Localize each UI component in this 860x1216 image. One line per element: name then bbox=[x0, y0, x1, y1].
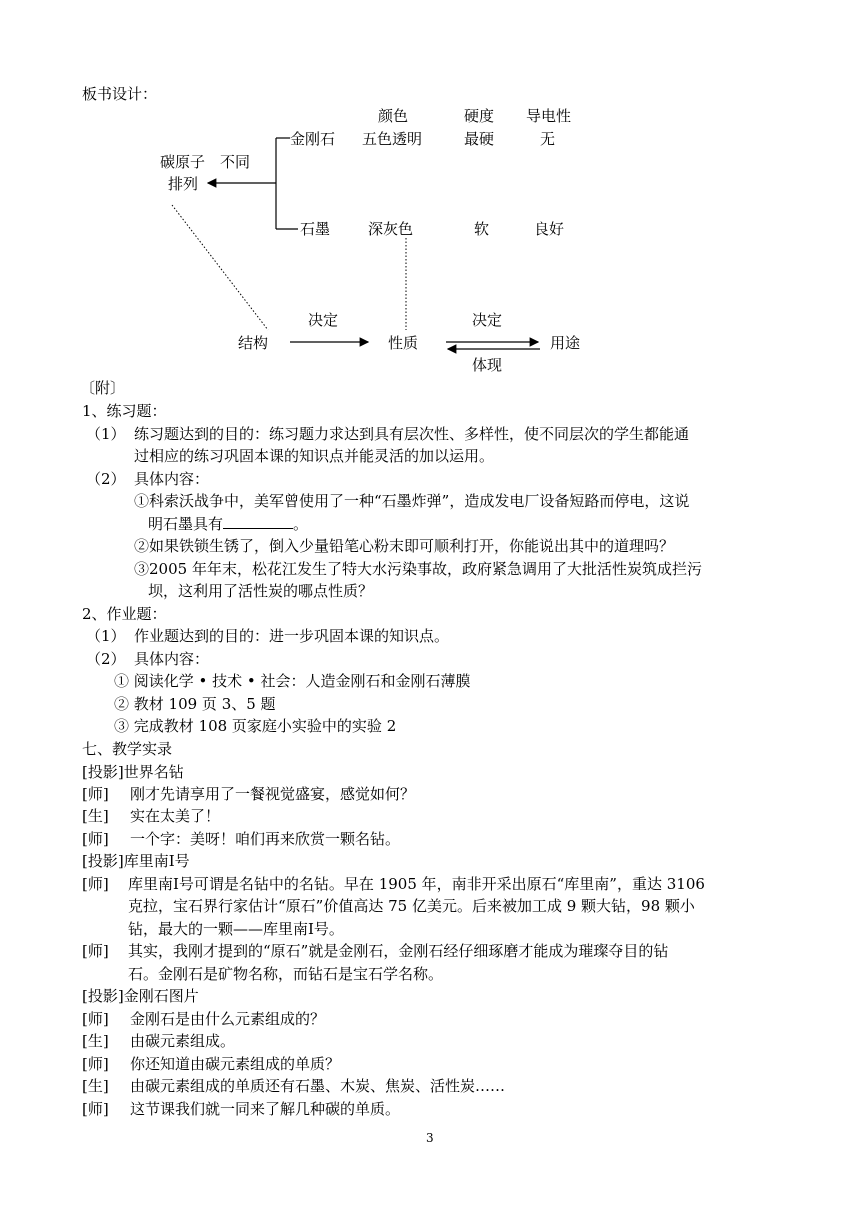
diamond-color: 五色透明 bbox=[362, 130, 423, 148]
graphite-hardness: 软 bbox=[474, 220, 490, 238]
homework-title: 2、作业题： bbox=[82, 605, 167, 623]
question-3-line2: 坝，这利用了活性炭的哪点性质？ bbox=[148, 582, 374, 600]
header-color: 颜色 bbox=[378, 107, 409, 125]
record-text: 克拉，宝石界行家估计“原石”价值高达 75 亿美元。后来被加工成 9 颗大钻，98 颗小 bbox=[128, 897, 695, 915]
record-text: 金刚石图片 bbox=[123, 987, 199, 1005]
label-determines-1: 决定 bbox=[308, 311, 339, 329]
diagram-lines bbox=[0, 0, 860, 380]
diamond-name: 金刚石 bbox=[290, 130, 336, 148]
record-text: 你还知道由碳元素组成的单质？ bbox=[130, 1055, 341, 1073]
graphite-conductivity: 良好 bbox=[534, 220, 565, 238]
speaker-tag: [生] bbox=[82, 807, 109, 825]
question-1-line2 bbox=[148, 514, 308, 534]
diamond-conductivity: 无 bbox=[540, 130, 556, 148]
record-title: 七、教学实录 bbox=[82, 740, 173, 758]
question-3-line1: ③2005 年年末，松花江发生了特大水污染事故，政府紧急调用了大批活性炭筑成拦污 bbox=[134, 560, 702, 578]
homework-p2-num: （2） bbox=[86, 650, 126, 668]
question-2: ②如果铁锁生锈了，倒入少量铅笔心粉末即可顺利打开，你能说出其中的道理吗？ bbox=[134, 537, 675, 555]
exercises-p1-line2: 过相应的练习巩固本课的知识点并能灵活的加以运用。 bbox=[134, 447, 495, 465]
header-hardness: 硬度 bbox=[464, 107, 495, 125]
label-determines-2: 决定 bbox=[472, 311, 503, 329]
graphite-color: 深灰色 bbox=[368, 220, 414, 238]
cause-line2: 排列 bbox=[168, 175, 199, 193]
label-use: 用途 bbox=[550, 334, 581, 352]
speaker-tag: [师] bbox=[82, 942, 109, 960]
homework-p2-label: 具体内容： bbox=[134, 650, 210, 668]
speaker-tag: [师] bbox=[82, 1010, 109, 1028]
question-1-line1: ①科索沃战争中，美军曾使用了一种“石墨炸弹”，造成发电厂设备短路而停电，这说 bbox=[134, 492, 690, 510]
graphite-name: 石墨 bbox=[300, 220, 331, 238]
question-1-end: 。 bbox=[293, 515, 309, 533]
record-text: 刚才先请享用了一餐视觉盛宴，感觉如何？ bbox=[130, 785, 416, 803]
record-line bbox=[82, 851, 190, 871]
speaker-tag: [投影] bbox=[82, 987, 124, 1005]
homework-item: ① 阅读化学 • 技术 • 社会：人造金刚石和金刚石薄膜 bbox=[114, 672, 471, 690]
label-property: 性质 bbox=[388, 334, 419, 352]
record-text: 实在太美了！ bbox=[130, 807, 221, 825]
page-number: 3 bbox=[426, 1131, 434, 1145]
dotted-cause-to-structure bbox=[172, 205, 268, 330]
exercises-p1-line1: 练习题达到的目的：练习题力求达到具有层次性、多样性，使不同层次的学生都能通 bbox=[134, 425, 690, 443]
label-reflects: 体现 bbox=[472, 356, 503, 374]
speaker-tag: [师] bbox=[82, 1100, 109, 1118]
header-conductivity: 导电性 bbox=[526, 107, 572, 125]
exercises-p1-num: （1） bbox=[86, 425, 126, 443]
exercises-p2-label: 具体内容： bbox=[134, 470, 210, 488]
record-text: 由碳元素组成。 bbox=[130, 1032, 236, 1050]
record-text: 库里南Ⅰ号可谓是名钻中的名钻。早在 1905 年，南非开采出原石“库里南”，重达 3106 bbox=[128, 875, 705, 893]
speaker-tag: [投影] bbox=[82, 852, 124, 870]
record-text: 由碳元素组成的单质还有石墨、木炭、焦炭、活性炭…… bbox=[130, 1077, 506, 1095]
answer-blank bbox=[223, 514, 293, 529]
speaker-tag: [师] bbox=[82, 785, 109, 803]
diamond-hardness: 最硬 bbox=[464, 130, 495, 148]
appendix-title: 〔附〕 bbox=[80, 379, 126, 397]
speaker-tag: [生] bbox=[82, 1077, 109, 1095]
speaker-tag: [师] bbox=[82, 830, 109, 848]
record-text: 库里南Ⅰ号 bbox=[123, 852, 190, 870]
record-text: 金刚石是由什么元素组成的？ bbox=[130, 1010, 326, 1028]
homework-item: ③ 完成教材 108 页家庭小实验中的实验 2 bbox=[114, 717, 397, 735]
record-line bbox=[82, 762, 184, 782]
question-1-text: 明石墨具有 bbox=[148, 515, 224, 533]
speaker-tag: [师] bbox=[82, 1055, 109, 1073]
record-text: 这节课我们就一同来了解几种碳的单质。 bbox=[130, 1100, 401, 1118]
record-text: 其实，我刚才提到的“原石”就是金刚石，金刚石经仔细琢磨才能成为璀璨夺目的钻 bbox=[128, 942, 669, 960]
cause-line1: 碳原子 不同 bbox=[160, 153, 251, 171]
speaker-tag: [师] bbox=[82, 875, 109, 893]
homework-p1-text: 作业题达到的目的：进一步巩固本课的知识点。 bbox=[134, 627, 450, 645]
exercises-p2-num: （2） bbox=[86, 470, 126, 488]
speaker-tag: [投影] bbox=[82, 763, 124, 781]
exercises-title: 1、练习题： bbox=[82, 402, 167, 420]
record-text: 世界名钻 bbox=[123, 763, 184, 781]
speaker-tag: [生] bbox=[82, 1032, 109, 1050]
board-design-heading: 板书设计： bbox=[82, 85, 158, 103]
record-text: 一个字：美呀！咱们再来欣赏一颗名钻。 bbox=[130, 830, 401, 848]
record-text: 石。金刚石是矿物名称，而钻石是宝石学名称。 bbox=[128, 965, 444, 983]
label-structure: 结构 bbox=[238, 334, 269, 352]
record-text: 钻，最大的一颗——库里南Ⅰ号。 bbox=[128, 920, 344, 938]
record-line bbox=[82, 986, 199, 1006]
homework-item: ② 教材 109 页 3、5 题 bbox=[114, 695, 276, 713]
homework-p1-num: （1） bbox=[86, 627, 126, 645]
